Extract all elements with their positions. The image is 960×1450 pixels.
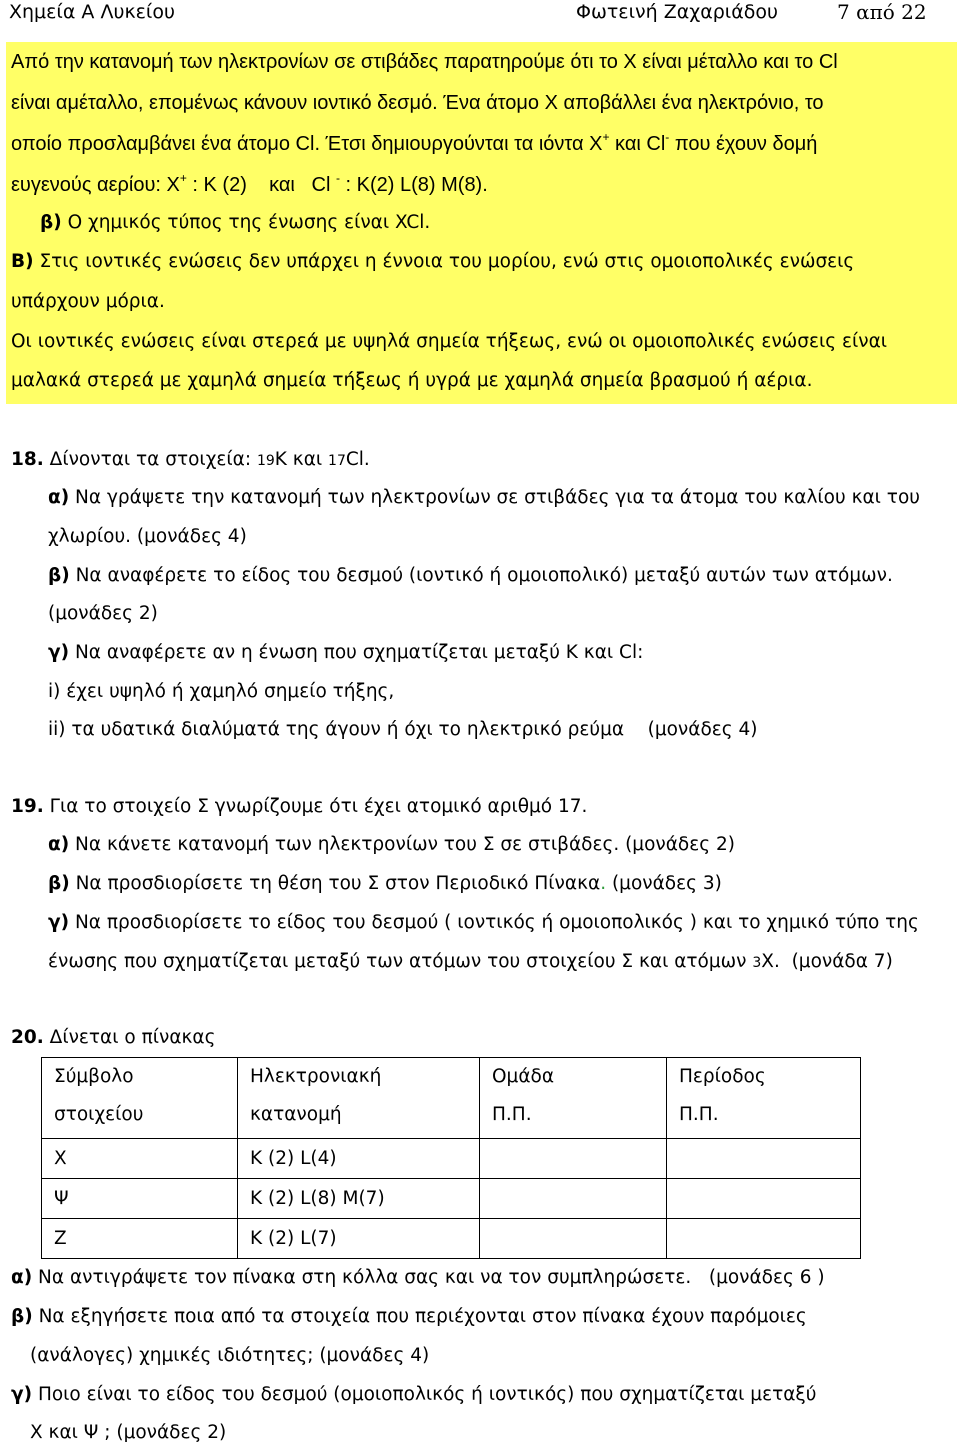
q18-c-ii: ii) τα υδατικά διαλύματά της άγουν ή όχι το ηλεκτρικό ρεύμα (μονάδες 4) (48, 719, 758, 740)
q19-a: α) Να κάνετε κατανομή των ηλεκτρονίων του Σ σε στιβάδες. (μονάδες 2) (48, 834, 735, 855)
page-header (0, 0, 960, 24)
answer-line-2: είναι αμέταλλο, επομένως κάνουν ιοντικό δεσμό. Ένα άτομο Χ αποβάλλει ένα ηλεκτρόνιο, το (11, 92, 824, 114)
q20-c: γ) Ποιο είναι το είδος του δεσμού (ομοιοπολικός ή ιοντικός) που σχηματίζεται μεταξύ (11, 1384, 817, 1405)
table-header-row (42, 1058, 861, 1139)
q18-b: β) Να αναφέρετε το είδος του δεσμού (ιοντικό ή ομοιοπολικό) μεταξύ αυτών των ατόμων. (48, 565, 893, 586)
table-row (42, 1219, 861, 1259)
q18-b-cont: (μονάδες 2) (48, 603, 158, 624)
q20-b-cont: (ανάλογες) χημικές ιδιότητες; (μονάδες 4) (30, 1345, 430, 1366)
table-cell (480, 1179, 667, 1219)
q19-c: γ) Να προσδιορίσετε το είδος του δεσμού ( ιοντικός ή ομοιοπολικός ) και το χημικό τύπο της (48, 912, 919, 933)
q20-number: 20. (11, 1027, 44, 1048)
header-page-number: 7 από 22 (837, 0, 927, 24)
elements-table (41, 1057, 861, 1259)
table-cell (480, 1139, 667, 1179)
table-cell: K (2) L(4) (238, 1139, 480, 1179)
answer-paragraph-2: μαλακά στερεά με χαμηλά σημεία τήξεως ή υγρά με χαμηλά σημεία βρασμού ή αέρια. (11, 370, 813, 391)
table-cell (667, 1219, 861, 1259)
table-cell: Ψ (42, 1179, 238, 1219)
table-cell: K (2) L(8) M(7) (238, 1179, 480, 1219)
table-header-cell: Ομάδα Π.Π. (480, 1058, 667, 1139)
table-header-cell: Περίοδος Π.Π. (667, 1058, 861, 1139)
q18-a-cont: χλωρίου. (μονάδες 4) (48, 526, 247, 547)
table-cell (667, 1139, 861, 1179)
q19-b: β) Να προσδιορίσετε τη θέση του Σ στον Περιοδικό Πίνακα. (μονάδες 3) (48, 873, 722, 894)
q20-b: β) Να εξηγήσετε ποια από τα στοιχεία που περιέχονται στον πίνακα έχουν παρόμοιες (11, 1306, 807, 1327)
header-author: Φωτεινή Ζαχαριάδου (576, 1, 778, 23)
q18-title: 18. Δίνονται τα στοιχεία: 19K και 17Cl. (11, 449, 370, 470)
table-header-cell: Ηλεκτρονιακή κατανομή (238, 1058, 480, 1139)
table-cell (480, 1219, 667, 1259)
table-row (42, 1139, 861, 1179)
label-b: β) (40, 212, 62, 233)
table-cell: K (2) L(7) (238, 1219, 480, 1259)
header-course: Χημεία Α Λυκείου (9, 1, 175, 23)
answer-line-1: Από την κατανομή των ηλεκτρονίων σε στιβάδες παρατηρούμε ότι το Χ είναι μέταλλο και το Cl (11, 51, 838, 73)
label-B: Β) (11, 251, 34, 272)
q20-title: 20. Δίνεται ο πίνακας (11, 1027, 216, 1048)
table-cell (667, 1179, 861, 1219)
table-cell: Ζ (42, 1219, 238, 1259)
q18-c-i: i) έχει υψηλό ή χαμηλό σημείο τήξης, (48, 681, 395, 702)
answer-line-4: ευγενούς αερίου: Χ+ : K (2) και Cl - : K(2) L(8) M(8). (11, 171, 488, 196)
answer-paragraph-1: Οι ιοντικές ενώσεις είναι στερεά με υψηλά σημεία τήξεως, ενώ οι ομοιοπολικές ενώσεις είναι (11, 331, 888, 352)
q18-number: 18. (11, 449, 44, 470)
table-header-cell: Σύμβολο στοιχείου (42, 1058, 238, 1139)
table-row (42, 1179, 861, 1219)
q20-c-cont: Χ και Ψ ; (μονάδες 2) (30, 1422, 227, 1443)
q19-title: 19. Για το στοιχείο Σ γνωρίζουμε ότι έχει ατομικό αριθμό 17. (11, 796, 588, 817)
answer-B-cont: υπάρχουν μόρια. (11, 291, 165, 312)
q18-a: α) Να γράψετε την κατανομή των ηλεκτρονίων σε στιβάδες για τα άτομα του καλίου και του (48, 487, 920, 508)
answer-b: β) Ο χημικός τύπος της ένωσης είναι XCl. (40, 212, 431, 233)
q18-c: γ) Να αναφέρετε αν η ένωση που σχηματίζεται μεταξύ K και Cl: (48, 642, 644, 663)
q20-a: α) Να αντιγράψετε τον πίνακα στη κόλλα σας και να τον συμπληρώσετε. (μονάδες 6 ) (11, 1267, 825, 1288)
answer-line-3: οποίο προσλαμβάνει ένα άτομο Cl. Έτσι δημιουργούνται τα ιόντα Χ+ και Cl- που έχουν δομή (11, 130, 818, 155)
table-cell: Χ (42, 1139, 238, 1179)
q19-number: 19. (11, 796, 44, 817)
answer-B: Β) Στις ιοντικές ενώσεις δεν υπάρχει η έννοια του μορίου, ενώ στις ομοιοπολικές ενώσεις (11, 251, 855, 272)
q19-c-cont: ένωσης που σχηματίζεται μεταξύ των ατόμων του στοιχείου Σ και ατόμων 3Χ. (μονάδα 7) (48, 951, 893, 972)
